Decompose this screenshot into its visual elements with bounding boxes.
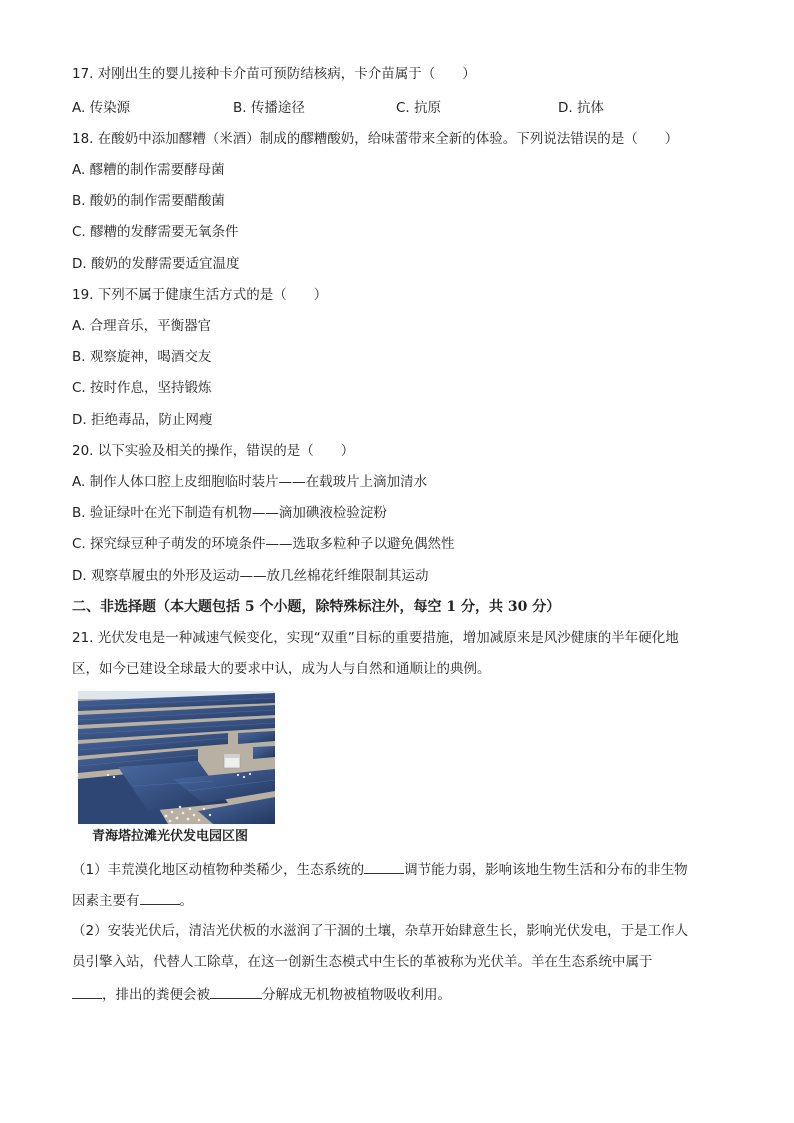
figure-caption: 青海塔拉滩光伏发电园区图 <box>92 829 249 844</box>
q18-option-d: D. 酸奶的发酵需要适宜温度 <box>72 256 240 272</box>
q17-option-b: B. 传播途径 <box>233 100 305 116</box>
q19-option-b: B. 观察旋神，喝酒交友 <box>72 349 212 365</box>
answer-blank-2[interactable] <box>140 890 180 905</box>
q20-option-a: A. 制作人体口腔上皮细胞临时装片——在载玻片上滴加清水 <box>72 474 428 490</box>
q20-stem: 20. 以下实验及相关的操作，错误的是（ ） <box>72 443 355 459</box>
q18-stem: 18. 在酸奶中添加醪糟（米酒）制成的醪糟酸奶，给味蕾带来全新的体验。下列说法错误的是（ ） <box>72 131 679 147</box>
q19-option-a: A. 合理音乐，平衡器官 <box>72 318 212 334</box>
q21-part1-line2 <box>72 890 193 911</box>
solar-farm-photo <box>78 691 275 824</box>
q17-stem: 17. 对刚出生的婴儿接种卡介苗可预防结核病，卡介苗属于（ ） <box>72 66 476 82</box>
q17-option-a: A. 传染源 <box>72 100 131 116</box>
q21-part2-text-d: 分解成无机物被植物吸收利用。 <box>262 987 451 1003</box>
q20-option-b: B. 验证绿叶在光下制造有机物——滴加碘液检验淀粉 <box>72 505 387 521</box>
q20-option-c: C. 探究绿豆种子萌发的环境条件——选取多粒种子以避免偶然性 <box>72 536 455 552</box>
answer-blank-1[interactable] <box>364 859 404 874</box>
answer-blank-4[interactable] <box>210 984 262 999</box>
q17-option-c: C. 抗原 <box>396 100 442 116</box>
q18-option-b: B. 酸奶的制作需要醋酸菌 <box>72 193 225 209</box>
q21-part1-line1 <box>72 859 688 880</box>
q21-part2-line2: 员引擎入站，代替人工除草，在这一创新生态模式中生长的革被称为光伏羊。羊在生态系统中属于 <box>72 954 653 970</box>
q21-part2-line1: （2）安装光伏后，清洁光伏板的水滋润了干涸的土壤，杂草开始肆意生长，影响光伏发电，于是工作人 <box>72 923 689 939</box>
q18-option-a: A. 醪糟的制作需要酵母菌 <box>72 162 225 178</box>
q21-intro-line1: 21. 光伏发电是一种减速气候变化，实现“双重”目标的重要措施，增加减原来是风沙健康的半年硬化地 <box>72 630 679 646</box>
q20-option-d: D. 观察草履虫的外形及运动——放几丝棉花纤维限制其运动 <box>72 568 429 584</box>
q19-option-d: D. 拒绝毒品，防止网瘦 <box>72 412 213 428</box>
q17-option-d: D. 抗体 <box>558 100 604 116</box>
q21-part1-text-d: 。 <box>179 893 193 909</box>
q21-part2-text-c: ，排出的粪便会被 <box>102 987 210 1003</box>
q18-option-c: C. 醪糟的发酵需要无氧条件 <box>72 224 239 240</box>
q19-option-c: C. 按时作息，坚持锻炼 <box>72 380 212 396</box>
q21-part1-text-a: （1）丰荒漠化地区动植物种类稀少，生态系统的 <box>72 862 365 878</box>
q21-part1-text-b: 调节能力弱，影响该地生物生活和分布的非生物 <box>404 862 688 878</box>
section-heading: 二、非选择题（本大题包括 5 个小题，除特殊标注外，每空 1 分，共 30 分） <box>72 599 561 615</box>
answer-blank-3[interactable] <box>72 984 102 999</box>
q21-intro-line2: 区，如今已建设全球最大的要求中认，成为人与自然和通顺让的典例。 <box>72 661 491 677</box>
q21-part2-line3 <box>72 984 451 1005</box>
q19-stem: 19. 下列不属于健康生活方式的是（ ） <box>72 287 328 303</box>
q21-part1-text-c: 因素主要有 <box>72 893 140 909</box>
